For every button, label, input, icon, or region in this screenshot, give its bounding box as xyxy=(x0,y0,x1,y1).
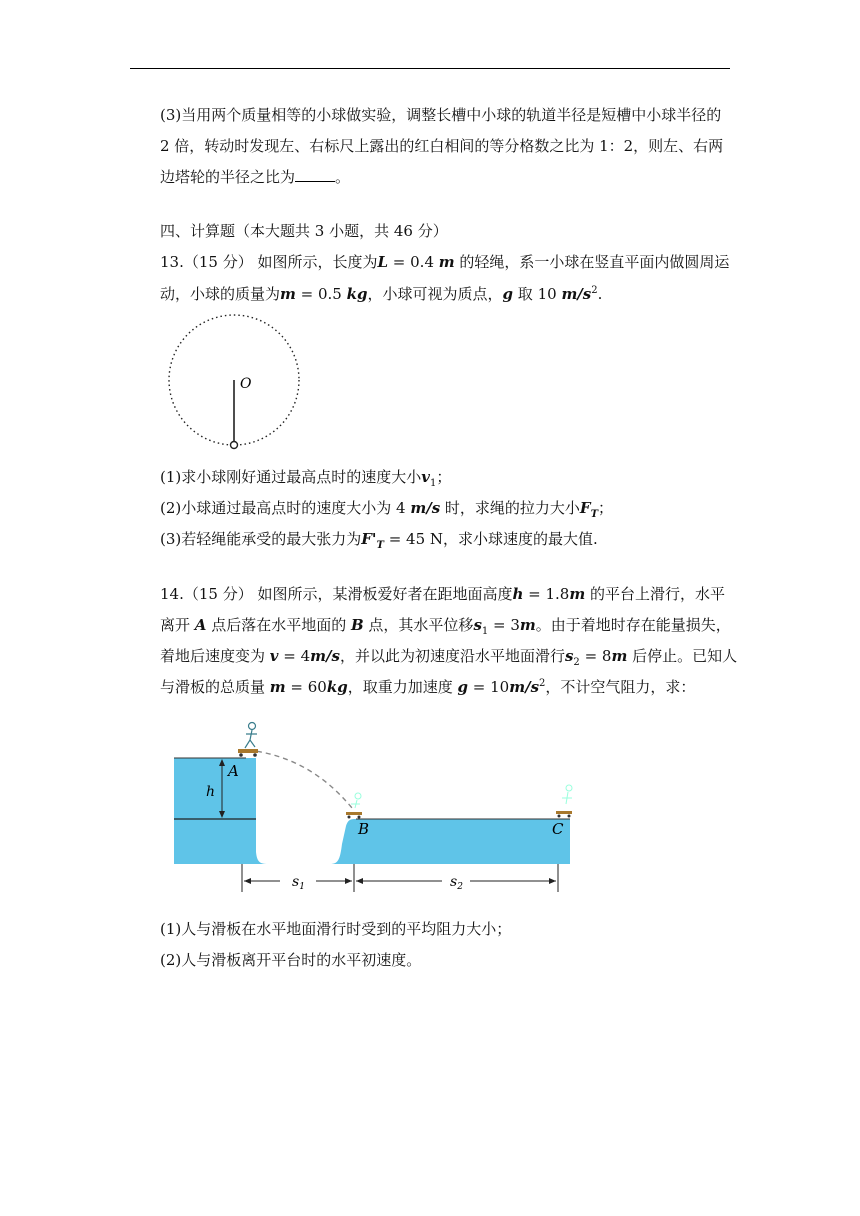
q14-part1: (1)人与滑板在水平地面滑行时受到的平均阻力大小； xyxy=(160,920,512,938)
dim-s2-arrow-left xyxy=(356,878,363,884)
q13-circle-figure xyxy=(160,310,310,460)
skater-c-icon xyxy=(556,785,572,818)
point-label-c: C xyxy=(552,820,564,838)
dim-label-s1: $s_1$ xyxy=(292,874,305,892)
q12-part3-line1: (3)当用两个质量相等的小球做实验，调整长槽中小球的轨道半径是短槽中小球半径的 xyxy=(160,106,722,124)
q12-part3-line2: 2 倍，转动时发现左、右标尺上露出的红白相间的等分格数之比为 1：2，则左、右两 xyxy=(160,137,724,155)
dim-s2-arrow-right xyxy=(549,878,556,884)
point-label-a: A xyxy=(228,762,239,780)
skater-a-icon xyxy=(238,723,258,757)
q13-part3: (3)若轻绳能承受的最大张力为$F'_T = 45$ N，求小球速度的最大值. xyxy=(160,530,598,551)
q14-line1: 14.（15 分） 如图所示，某滑板爱好者在距地面高度h = 1.8m 的平台上滑行，水平 xyxy=(160,585,726,603)
q14-line4: 与滑板的总质量 m = 60kg，取重力加速度 $g = 10m/s^2$，不计空气阻力，求： xyxy=(160,678,696,696)
height-label-h: h xyxy=(206,784,216,800)
q14-line3: 着地后速度变为 v = 4m/s，并以此为初速度沿水平地面滑行$s_2 = 8m$ 后停止。已知人 xyxy=(160,647,738,668)
q14-skateboard-figure xyxy=(160,712,580,898)
q14-part2: (2)人与滑板离开平台时的水平初速度。 xyxy=(160,951,422,969)
q13-line1: 13.（15 分） 如图所示，长度为L = 0.4 m 的轻绳，系一小球在竖直平面内做圆周运 xyxy=(160,253,730,271)
ball xyxy=(231,442,238,449)
q13-part1: (1)求小球刚好通过最高点时的速度大小$v_1$； xyxy=(160,468,452,489)
section-heading: 四、计算题（本大题共 3 小题，共 46 分） xyxy=(160,222,448,240)
water-region-platform xyxy=(174,758,256,864)
skater-b-icon xyxy=(346,793,362,819)
dim-label-s2: $s_2$ xyxy=(450,874,463,892)
q13-part2: (2)小球通过最高点时的速度大小为 4 m/s 时，求绳的拉力大小$F_T$； xyxy=(160,499,614,520)
center-label-o: O xyxy=(240,376,252,392)
q12-part3-line3: 边塔轮的半径之比为 。 xyxy=(160,168,351,186)
answer-blank xyxy=(295,169,335,182)
dim-s1-arrow-left xyxy=(244,878,251,884)
dim-s1-arrow-right xyxy=(345,878,352,884)
q13-line2: 动，小球的质量为m = 0.5 kg，小球可视为质点，g 取 10 $m/s^2$. xyxy=(160,285,603,303)
q14-line2: 离开 A 点后落在水平地面的 B 点，其水平位移$s_1 = 3m$。由于着地时存在能量损失， xyxy=(160,616,731,637)
header-rule xyxy=(130,68,730,69)
point-label-b: B xyxy=(358,820,370,838)
trajectory-arc xyxy=(248,750,352,808)
